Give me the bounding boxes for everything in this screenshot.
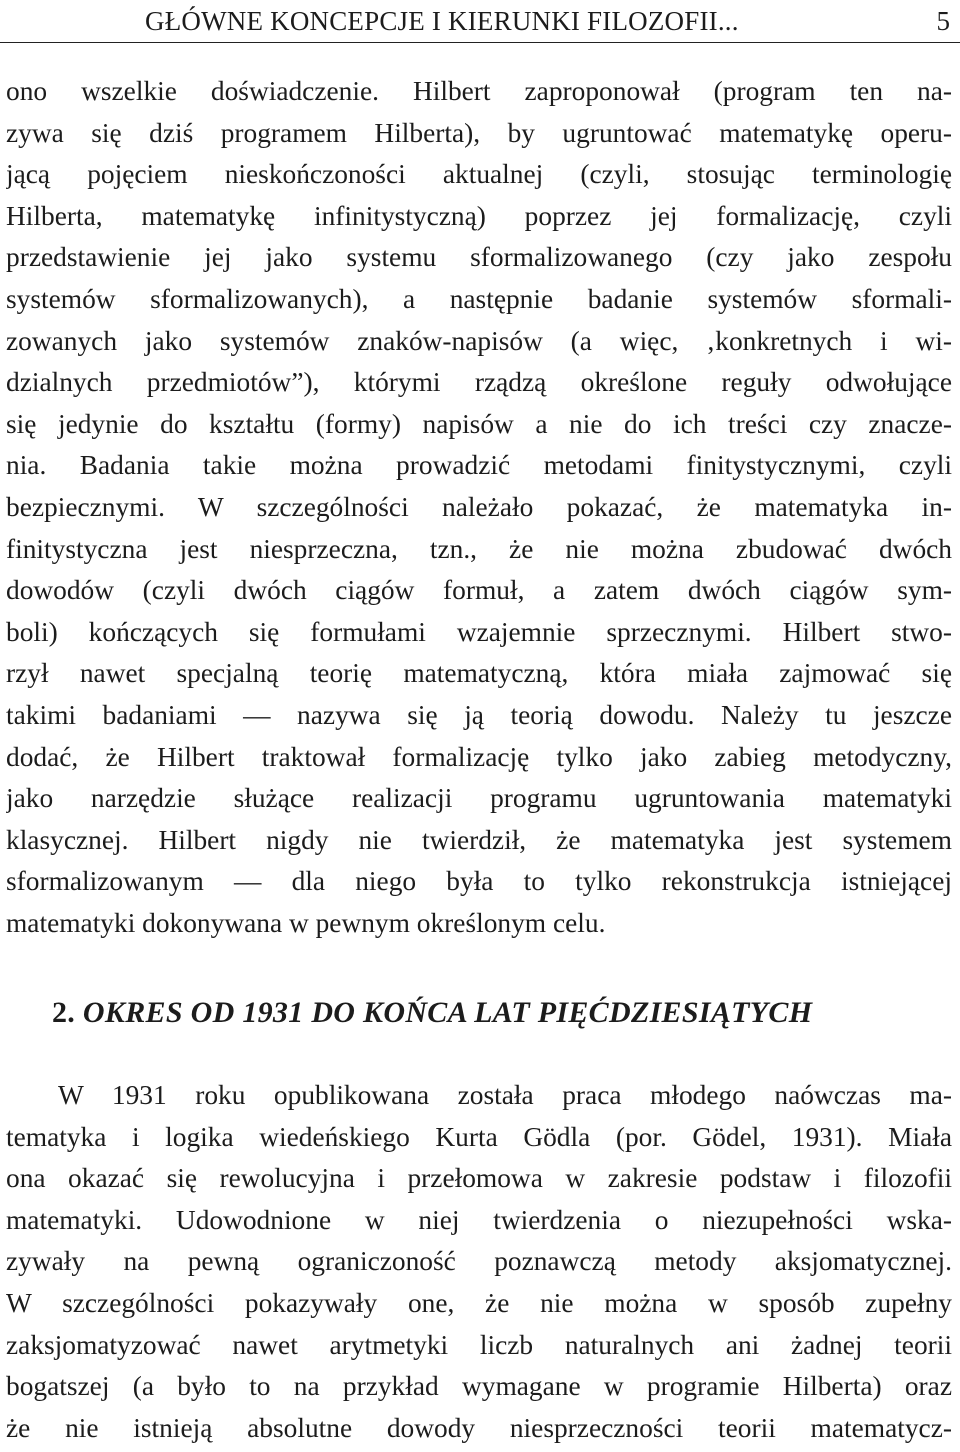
text-line: zywa się dziś programem Hilberta), by ugruntować matematykę operu- — [6, 117, 952, 148]
text-line: jako narzędzie służące realizacji programu ugruntowania matematyki — [6, 783, 952, 814]
text-line: dzialnych przedmiotów”), którymi rządzą określone reguły odwołujące — [6, 367, 952, 398]
text-line: że nie istnieją absolutne dowody niesprzeczności teorii matematycz- — [6, 1412, 952, 1443]
text-line: Hilberta, matematykę infinitystyczną) poprzez jej formalizację, czyli — [6, 200, 952, 231]
text-line: W szczególności pokazywały one, że nie można w sposób zupełny — [6, 1287, 952, 1318]
section-number: 2. — [52, 996, 76, 1029]
text-line: zowanych jako systemów znaków-napisów (a więc, ‚konkretnych i wi- — [6, 325, 952, 356]
text-line: systemów sformalizowanych), a następnie badanie systemów sformali- — [6, 283, 952, 314]
text-line: klasycznej. Hilbert nigdy nie twierdził, że matematyka jest systemem — [6, 824, 952, 855]
text-line: takimi badaniami — nazywa się ją teorią dowodu. Należy tu jeszcze — [6, 699, 952, 730]
text-line: dodać, że Hilbert traktował formalizację tylko jako zabieg metodyczny, — [6, 741, 952, 772]
text-line: boli) kończących się formułami wzajemnie sprzecznymi. Hilbert stwo- — [6, 616, 952, 647]
text-line: matematyki. Udowodnione w niej twierdzenia o niezupełności wska- — [6, 1204, 952, 1235]
running-head: GŁÓWNE KONCEPCJE I KIERUNKI FILOZOFII... — [145, 6, 739, 36]
text-line: sformalizowanym — dla niego była to tylko rekonstrukcja istniejącej — [6, 866, 952, 897]
page-header — [0, 0, 960, 43]
text-line: jącą pojęciem nieskończoności aktualnej (czyli, stosując terminologię — [6, 159, 952, 190]
text-line: matematyki dokonywana w pewnym określonym celu. — [6, 907, 606, 938]
section-heading — [52, 996, 812, 1030]
section-title: OKRES OD 1931 DO KOŃCA LAT PIĘĆDZIESIĄTYCH — [82, 996, 813, 1029]
text-line: W 1931 roku opublikowana została praca młodego naówczas ma- — [58, 1080, 952, 1110]
text-line: ono wszelkie doświadczenie. Hilbert zaproponował (program ten na- — [6, 76, 952, 106]
paragraph-hilbert-program — [6, 71, 952, 944]
text-line: finitystyczna jest niesprzeczna, tzn., że nie można zbudować dwóch — [6, 533, 952, 564]
text-line: przedstawienie jej jako systemu sformalizowanego (czy jako zespołu — [6, 242, 952, 273]
text-line: dowodów (czyli dwóch ciągów formuł, a zatem dwóch ciągów sym- — [6, 575, 952, 606]
page-number: 5 — [936, 6, 950, 36]
text-line: zaksjomatyzować nawet arytmetyki liczb naturalnych ani żadnej teorii — [6, 1329, 952, 1360]
text-line: rzył nawet specjalną teorię matematyczną, która miała zajmować się — [6, 658, 952, 689]
text-line: bezpiecznymi. W szczególności należało pokazać, że matematyka in- — [6, 491, 952, 522]
text-line: się jedynie do kształtu (formy) napisów a nie do ich treści czy znacze- — [6, 408, 952, 439]
text-line: tematyka i logika wiedeńskiego Kurta Gödla (por. Gödel, 1931). Miała — [6, 1121, 952, 1152]
text-line: nia. Badania takie można prowadzić metodami finitystycznymi, czyli — [6, 450, 952, 481]
text-line: zywały na pewną ograniczoność poznawczą metody aksjomatycznej. — [6, 1246, 952, 1277]
paragraph-godel — [6, 1075, 952, 1449]
text-line: bogatszej (a było to na przykład wymagane w programie Hilberta) oraz — [6, 1371, 952, 1402]
text-line: ona okazać się rewolucyjna i przełomowa w zakresie podstaw i filozofii — [6, 1163, 952, 1194]
